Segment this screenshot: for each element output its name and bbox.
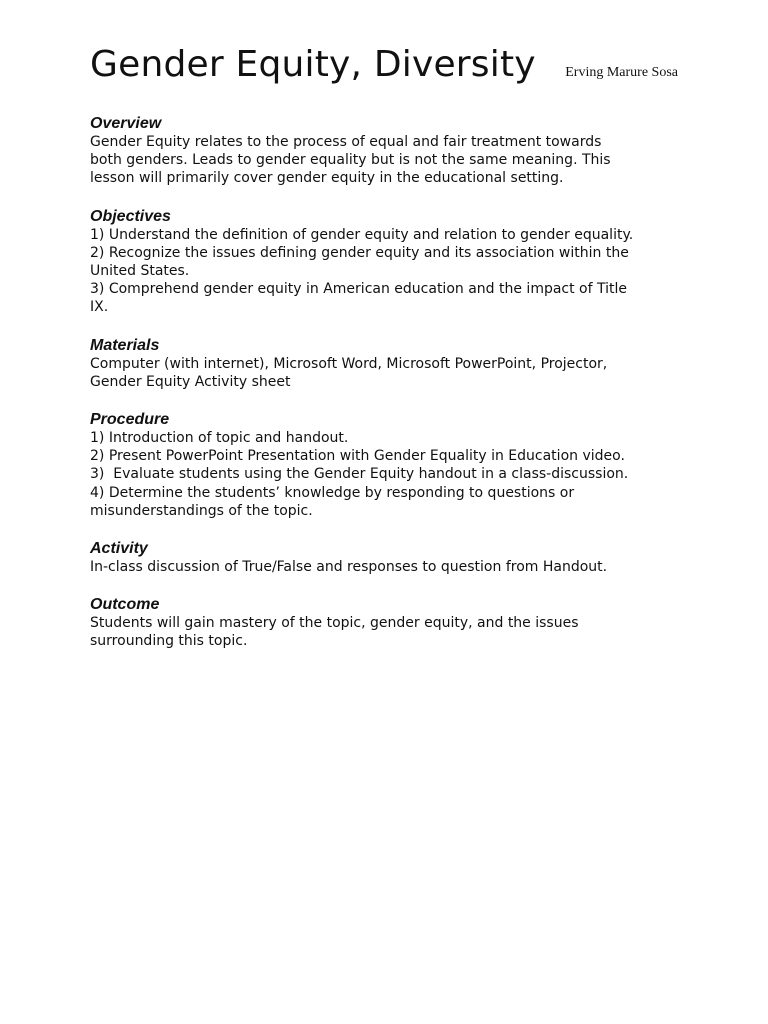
- body-line: 1) Understand the definition of gender equity and relation to gender equality.: [90, 226, 634, 243]
- body-line: Gender Equity Activity sheet: [90, 373, 291, 390]
- section-body: [90, 226, 690, 317]
- section-body: [90, 355, 690, 391]
- section-overview: [90, 114, 690, 188]
- body-line: 1) Introduction of topic and handout.: [90, 430, 349, 447]
- section-heading: Procedure: [90, 411, 170, 429]
- document-title: Gender Equity, Diversity: [90, 44, 536, 85]
- body-line: 4) Determine the students’ knowledge by responding to questions or: [90, 484, 575, 501]
- body-line: United States.: [90, 263, 190, 280]
- body-line: lesson will primarily cover gender equity in the educational setting.: [90, 170, 564, 187]
- section-procedure: [90, 410, 690, 520]
- body-line: Students will gain mastery of the topic, gender equity, and the issues: [90, 615, 579, 632]
- body-line: 3) Comprehend gender equity in American education and the impact of Title: [90, 281, 628, 298]
- section-outcome: [90, 595, 690, 650]
- section-heading: Objectives: [90, 207, 171, 225]
- section-body: [90, 614, 690, 650]
- body-line: In-class discussion of True/False and responses to question from Handout.: [90, 559, 608, 576]
- body-line: 2) Present PowerPoint Presentation with Gender Equality in Education video.: [90, 448, 625, 465]
- body-line: surrounding this topic.: [90, 633, 248, 650]
- body-line: 3) Evaluate students using the Gender Equity handout in a class-discussion.: [90, 466, 629, 483]
- body-line: both genders. Leads to gender equality but is not the same meaning. This: [90, 152, 611, 169]
- body-line: IX.: [90, 299, 109, 316]
- section-materials: [90, 336, 690, 391]
- body-line: 2) Recognize the issues defining gender equity and its association within the: [90, 244, 629, 261]
- section-body: [90, 133, 690, 188]
- section-activity: [90, 539, 690, 576]
- section-body: [90, 558, 690, 576]
- author-name: Erving Marure Sosa: [565, 65, 678, 80]
- section-heading: Outcome: [90, 596, 160, 614]
- section-heading: Materials: [90, 336, 160, 354]
- section-objectives: [90, 207, 690, 317]
- body-line: misunderstandings of the topic.: [90, 502, 313, 519]
- document-header: [90, 44, 690, 102]
- section-body: [90, 429, 690, 520]
- section-heading: Overview: [90, 115, 162, 132]
- body-line: Gender Equity relates to the process of equal and fair treatment towards: [90, 134, 602, 150]
- body-line: Computer (with internet), Microsoft Word, Microsoft PowerPoint, Projector,: [90, 355, 608, 372]
- section-heading: Activity: [90, 540, 148, 558]
- document-page: [90, 44, 690, 651]
